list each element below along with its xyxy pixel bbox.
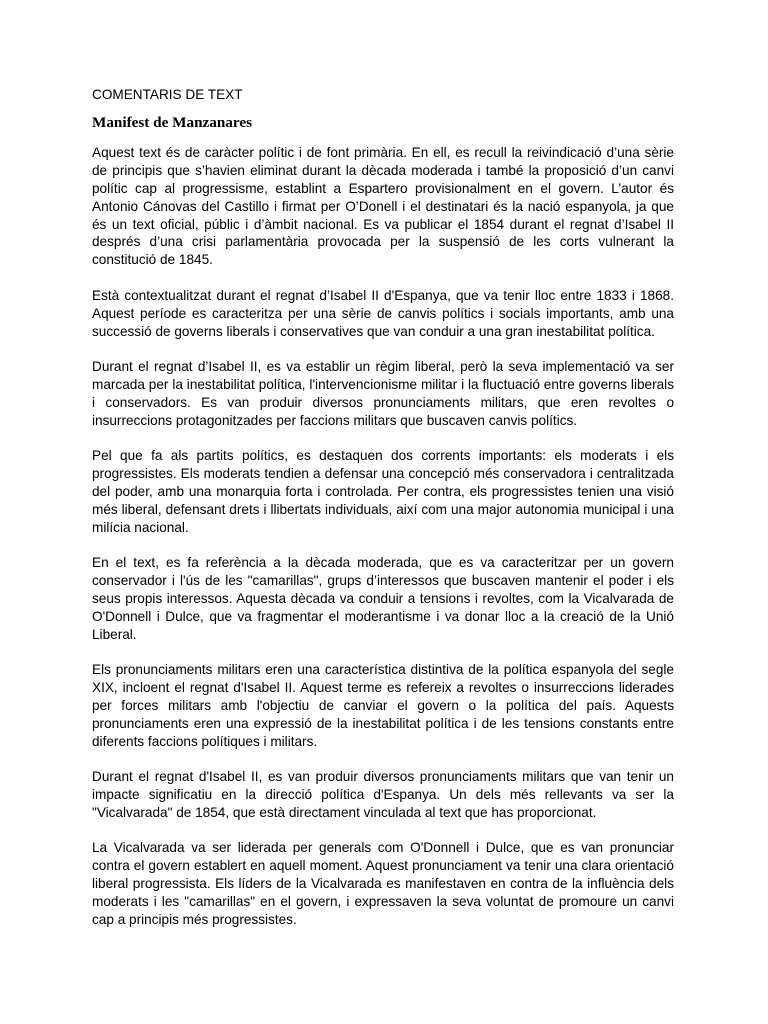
paragraph: Està contextualitzat durant el regnat d’Isabel II d'Espanya, que va tenir lloc entre 1833 i 1868. Aquest període es caracteritza per una sèrie de canvis polítics i socials importants, amb una successió de governs liberals i conservatives que van conduir a una gran inestabilitat política. bbox=[92, 287, 674, 339]
document-title: Manifest de Manzanares bbox=[92, 113, 253, 131]
paragraph: Durant el regnat d’Isabel II, es va establir un règim liberal, però la seva implementació va ser marcada per la inestabilitat política, l'intervencionisme militar i la fluctuació entre governs liberals i conservadors. Es van produir diversos pronunciaments militars, que eren revoltes o insurreccions protagonitzades per faccions militars que buscaven canvis polítics. bbox=[92, 358, 674, 428]
document-header: COMENTARIS DE TEXT bbox=[92, 87, 243, 102]
paragraph: En el text, es fa referència a la dècada moderada, que es va caracteritzar per un govern conservador i l'ús de les "camarillas", grups d’interessos que buscaven mantenir el poder i els seus propis interessos. Aquesta dècada va conduir a tensions i revoltes, com la Vicalvarada de O'Donnell i Dulce, que va fragmentar el moderantisme i va donar lloc a la creació de la Unió Liberal. bbox=[92, 555, 674, 642]
paragraph: Els pronunciaments militars eren una característica distintiva de la política espanyola del segle XIX, incloent el regnat d'Isabel II. Aquest terme es refereix a revoltes o insurreccions liderades per forces militars amb l'objectiu de canviar el govern o la política del país. Aquests pronunciaments eren una expressió de la inestabilitat política i de les tensions constants entre diferents faccions polítiques i militars. bbox=[92, 662, 674, 749]
paragraph: Durant el regnat d'Isabel II, es van produir diversos pronunciaments militars que van tenir un impacte significatiu en la direcció política d'Espanya. Un dels més rellevants va ser la "Vicalvarada" de 1854, que està directament vinculada al text que has proporcionat. bbox=[92, 769, 674, 820]
paragraph: La Vicalvarada va ser liderada per generals com O'Donnell i Dulce, que es van pronunciar contra el govern establert en aquell moment. Aquest pronunciament va tenir una clara orientació liberal progressista. Els líders de la Vicalvarada es manifestaven en contra de la influència dels moderats i les "camarillas" en el govern, i expressaven la seva voluntat de promoure un canvi cap a principis més progressistes. bbox=[92, 840, 674, 928]
document-page bbox=[92, 86, 674, 946]
paragraph: Aquest text és de caràcter polític i de font primària. En ell, es recull la reivindicació d’una sèrie de principis que s’havien eliminat durant la dècada moderada i també la proposició d’un canvi polític cap al progressisme, establint a Espartero provisionalment en el govern. L’autor és Antonio Cánovas del Castillo i firmat per O’Donell i el destinatari és la nació espanyola, ja que és un text oficial, públic i d’àmbit nacional. Es va publicar el 1854 durant el regnat d’Isabel II després d’una crisi parlamentària provocada per la suspensió de les corts vulnerant la constitució de 1845. bbox=[92, 144, 674, 268]
paragraph: Pel que fa als partits polítics, es destaquen dos corrents importants: els moderats i els progressistes. Els moderats tendien a defensar una concepció més conservadora i centralitzada del poder, amb una monarquia forta i controlada. Per contra, els progressistes tenien una visió més liberal, defensant drets i llibertats individuals, així com una major autonomia municipal i una milícia nacional. bbox=[92, 448, 674, 535]
